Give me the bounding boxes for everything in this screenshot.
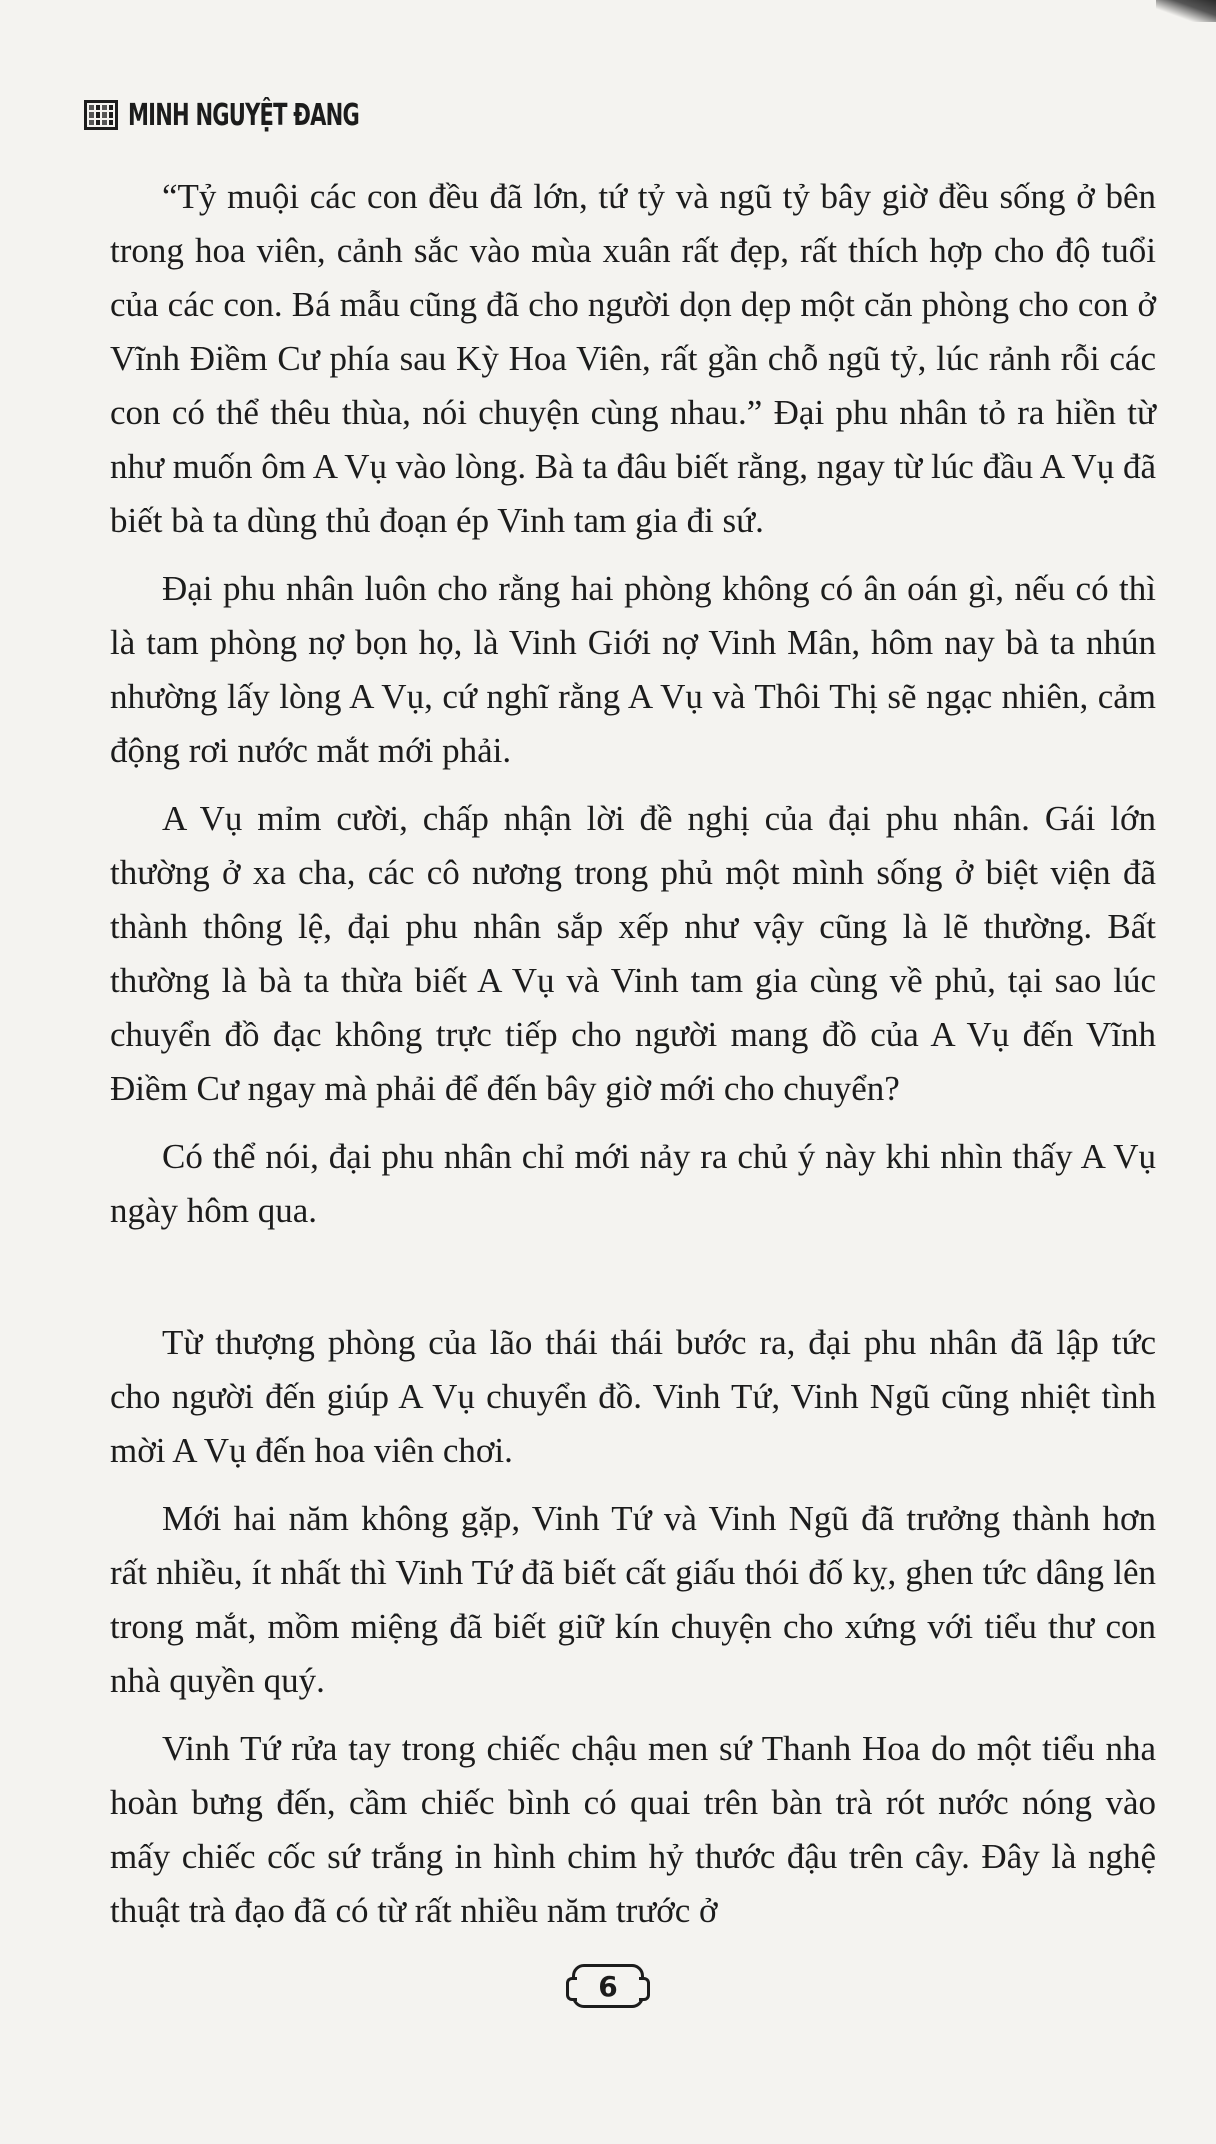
section-break [162, 1252, 1156, 1316]
page-corner-shadow [1156, 0, 1216, 22]
paragraph: A Vụ mỉm cười, chấp nhận lời đề nghị của đại phu nhân. Gái lớn thường ở xa cha, các cô nương trong phủ một mình sống ở biệt viện đã thành thông lệ, đại phu nhân sắp xếp như vậy cũng là lẽ thường. Bất thường là bà ta thừa biết A Vụ và Vinh tam gia cùng về phủ, tại sao lúc chuyển đồ đạc không trực tiếp cho người mang đồ của A Vụ đến Vĩnh Điềm Cư ngay mà phải để đến bây giờ mới cho chuyển? [110, 799, 1156, 1108]
running-header [84, 94, 424, 136]
paragraph: Từ thượng phòng của lão thái thái bước ra, đại phu nhân đã lập tức cho người đến giúp A Vụ chuyển đồ. Vinh Tứ, Vinh Ngũ cũng nhiệt tình mời A Vụ đến hoa viên chơi. [110, 1323, 1156, 1470]
page-body [110, 170, 1156, 1952]
page-number: 6 [572, 1964, 644, 2008]
paragraph: Mới hai năm không gặp, Vinh Tứ và Vinh Ngũ đã trưởng thành hơn rất nhiều, ít nhất thì Vinh Tứ đã biết cất giấu thói đố kỵ, ghen tức dâng lên trong mắt, mồm miệng đã biết giữ kín chuyện cho xứng với tiểu thư con nhà quyền quý. [110, 1499, 1156, 1700]
book-title: MINH NGUYỆT ĐANG [128, 97, 360, 133]
paragraph: Đại phu nhân luôn cho rằng hai phòng không có ân oán gì, nếu có thì là tam phòng nợ bọn họ, là Vinh Giới nợ Vinh Mân, hôm nay bà ta nhún nhường lấy lòng A Vụ, cứ nghĩ rằng A Vụ và Thôi Thị sẽ ngạc nhiên, cảm động rơi nước mắt mới phải. [110, 569, 1156, 770]
paragraph: Có thể nói, đại phu nhân chỉ mới nảy ra chủ ý này khi nhìn thấy A Vụ ngày hôm qua. [110, 1137, 1156, 1230]
book-logo-icon [84, 100, 118, 130]
paragraph: Vinh Tứ rửa tay trong chiếc chậu men sứ Thanh Hoa do một tiểu nha hoàn bưng đến, cầm chiếc bình có quai trên bàn trà rót nước nóng vào mấy chiếc cốc sứ trắng in hình chim hỷ thước đậu trên cây. Đây là nghệ thuật trà đạo đã có từ rất nhiều năm trước ở [110, 1729, 1156, 1930]
paragraph: “Tỷ muội các con đều đã lớn, tứ tỷ và ngũ tỷ bây giờ đều sống ở bên trong hoa viên, cảnh sắc vào mùa xuân rất đẹp, rất thích hợp cho độ tuổi của các con. Bá mẫu cũng đã cho người dọn dẹp một căn phòng cho con ở Vĩnh Điềm Cư phía sau Kỳ Hoa Viên, rất gần chỗ ngũ tỷ, lúc rảnh rỗi các con có thể thêu thùa, nói chuyện cùng nhau.” Đại phu nhân tỏ ra hiền từ như muốn ôm A Vụ vào lòng. Bà ta đâu biết rằng, ngay từ lúc đầu A Vụ đã biết bà ta dùng thủ đoạn ép Vinh tam gia đi sứ. [110, 177, 1156, 540]
